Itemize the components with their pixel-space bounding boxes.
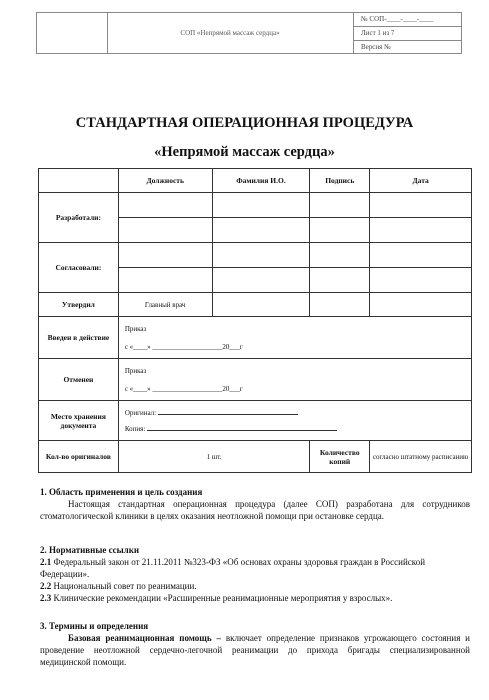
document-header [36,12,462,54]
section-3-text: Базовая реанимационная помощь – включает определение признаков угрожающего состояния и проведение неотложной сердечно-легочной реанимации до прихода бригады специализированной медицинской помощи. [40,633,470,667]
cancelled-order-label: Приказ [124,366,147,375]
section-1-title: 1. Область применения и цель создания [40,487,203,497]
developed-position-2[interactable] [118,218,212,243]
agreed-date-1[interactable] [370,243,472,268]
section-1 [40,486,470,522]
row-cancelled: Отменен [39,359,119,401]
copies-count-value: 1 шт. [118,441,310,473]
col-date: Дата [370,169,472,193]
developed-name-2[interactable] [212,218,310,243]
section-2-title: 2. Нормативные ссылки [40,545,140,555]
developed-signature-2[interactable] [310,218,370,243]
effective-order[interactable] [118,317,471,359]
row-agreed: Согласовали: [39,243,119,293]
document-subtitle: «Непрямой массаж сердца» [154,144,335,160]
effective-order-label: Приказ [124,324,147,333]
approved-signature[interactable] [310,293,370,317]
approved-date[interactable] [370,293,472,317]
copies-value: согласно штатному расписанию [370,441,472,473]
version: Версия № [361,43,391,51]
col-position: Должность [118,169,212,193]
section-2 [40,544,470,604]
copy-label: Копия: [124,424,146,433]
section-3 [40,620,470,668]
section-2-2: 2.2 Национальный совет по реанимации. [40,581,197,591]
col-name: Фамилия И.О. [212,169,310,193]
sop-number: № СОП-____-____-____ [353,13,461,27]
row-developed: Разработали: [39,193,119,243]
row-copies-count: Кол-во оригиналов [39,441,119,473]
col-signature: Подпись [310,169,370,193]
agreed-date-2[interactable] [370,268,472,293]
approved-position: Главный врач [118,293,212,317]
original-label: Оригинал: [124,408,157,417]
developed-date-1[interactable] [370,193,472,218]
original-line[interactable] [158,414,298,415]
header-center-text: СОП «Непрямой массаж сердца» [107,13,354,53]
section-2-1: 2.1 Федеральный закон от 21.11.2011 №323-ФЗ «Об основах охраны здоровья граждан в Российской Федерации». [40,557,426,579]
cancelled-order-date: с «____» ____________________20___г [124,384,243,393]
document-title: СТАНДАРТНАЯ ОПЕРАЦИОННАЯ ПРОЦЕДУРА [75,115,414,131]
sheet-number: Лист 1 из 7 [353,27,461,41]
developed-position-1[interactable] [118,193,212,218]
header-meta [353,13,461,53]
row-approved: Утвердил [39,293,119,317]
storage-cell[interactable] [118,401,471,441]
developed-name-1[interactable] [212,193,310,218]
agreed-signature-2[interactable] [310,268,370,293]
section-1-text: Настоящая стандартная операционная процедура (далее СОП) разработана для сотрудников стоматологической клиники в целях оказания неотложной помощи при остановке сердца. [40,499,470,521]
agreed-signature-1[interactable] [310,243,370,268]
section-3-title: 3. Термины и определения [40,621,149,631]
row-copies-label: Количество копий [310,441,370,473]
developed-date-2[interactable] [370,218,472,243]
copy-line[interactable] [147,430,337,431]
approval-table [38,168,472,473]
header-logo-cell [37,13,108,53]
approved-name[interactable] [212,293,310,317]
agreed-name-2[interactable] [212,268,310,293]
cancelled-order[interactable] [118,359,471,401]
agreed-name-1[interactable] [212,243,310,268]
effective-order-date: с «____» ____________________20___г [124,342,243,351]
section-2-3: 2.3 Клинические рекомендации «Расширенные реанимационные мероприятия у взрослых». [40,593,393,603]
developed-signature-1[interactable] [310,193,370,218]
row-effective: Введен в действие [39,317,119,359]
row-storage: Место хранения документа [39,401,119,441]
agreed-position-1[interactable] [118,243,212,268]
agreed-position-2[interactable] [118,268,212,293]
